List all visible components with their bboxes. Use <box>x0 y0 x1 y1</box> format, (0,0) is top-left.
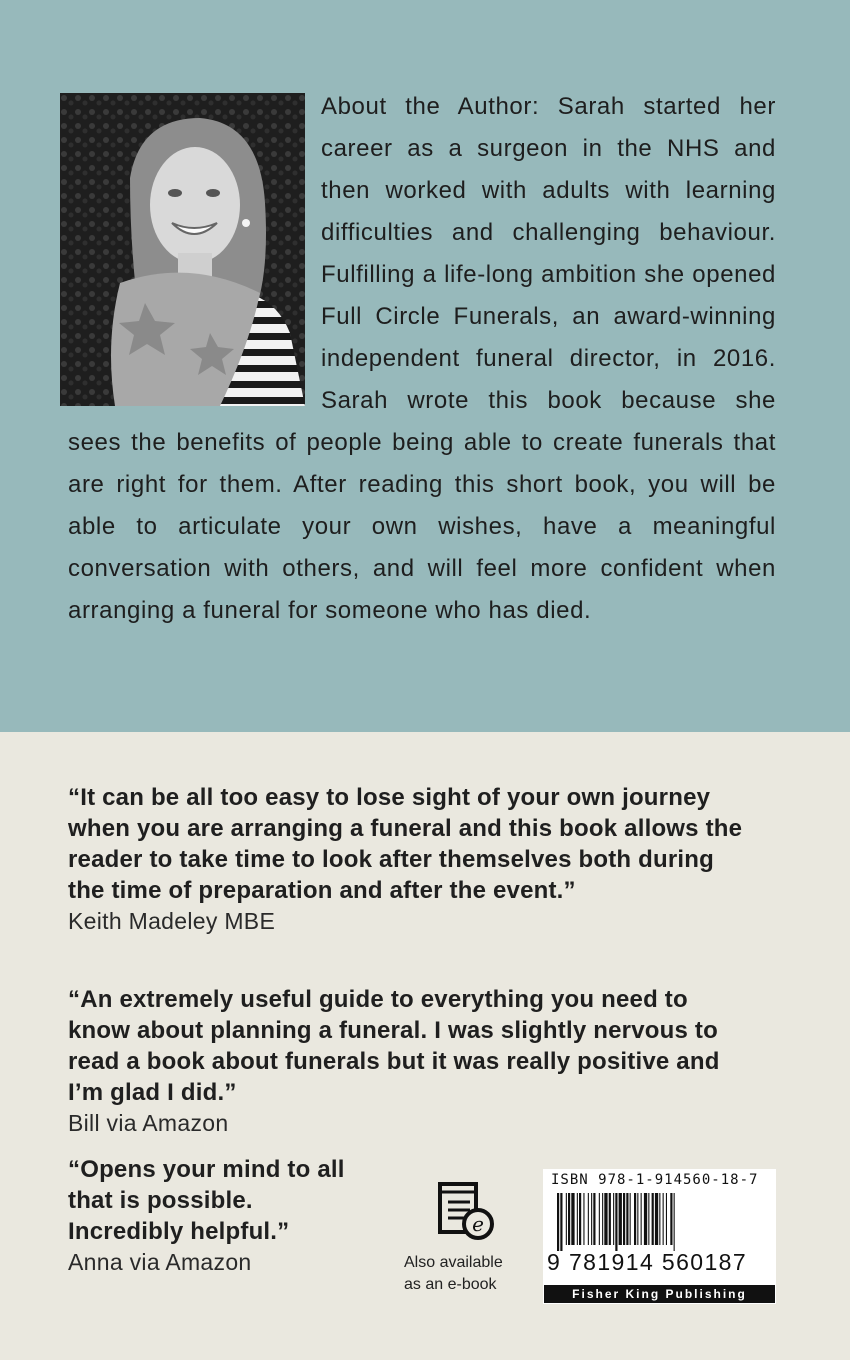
barcode-bar <box>557 1193 559 1251</box>
about-heading: About the Author: <box>321 93 540 120</box>
isbn-number: ISBN 978-1-914560-18-7 <box>551 1172 759 1188</box>
barcode-bar <box>583 1193 584 1245</box>
barcode-bar <box>599 1193 600 1245</box>
reviews-panel <box>0 732 850 1360</box>
barcode-bar <box>670 1193 672 1245</box>
review-text: “It can be all too easy to lose sight of your own journey when you are arranging a funeral and this book allows the reader to take time to look after themselves both during the time of preparation and after the event.” <box>68 784 743 904</box>
barcode-bar <box>615 1193 617 1251</box>
isbn-barcode <box>543 1169 776 1304</box>
review-text: “Opens your mind to all that is possible. Incredibly helpful.” <box>68 1156 345 1245</box>
review-3 <box>68 1154 368 1277</box>
review-attribution: Anna via Amazon <box>68 1249 252 1275</box>
svg-text:e: e <box>472 1212 484 1236</box>
barcode-bar <box>630 1193 631 1245</box>
ebook-caption <box>404 1252 534 1296</box>
barcode-bar <box>579 1193 581 1245</box>
barcode-bar <box>623 1193 625 1245</box>
barcode-bar <box>648 1193 649 1245</box>
review-2 <box>68 984 748 1138</box>
barcode-bar <box>560 1193 562 1251</box>
barcode-bar <box>604 1193 607 1245</box>
publisher-name: Fisher King Publishing <box>544 1285 775 1303</box>
barcode-bar <box>568 1193 570 1245</box>
review-1 <box>68 782 748 936</box>
barcode-bar <box>591 1193 592 1245</box>
barcode-bar <box>593 1193 595 1245</box>
barcode-bar <box>571 1193 574 1245</box>
review-attribution: Bill via Amazon <box>68 1110 229 1136</box>
barcode-bar <box>634 1193 636 1245</box>
barcode-bar <box>577 1193 578 1245</box>
barcode-digits: 9 781914 560187 <box>547 1249 748 1275</box>
barcode-bar <box>613 1193 614 1245</box>
review-attribution: Keith Madeley MBE <box>68 908 276 934</box>
barcode-bar <box>637 1193 638 1245</box>
barcode-bar <box>626 1193 628 1245</box>
barcode-bars <box>557 1193 763 1251</box>
barcode-bar <box>588 1193 589 1245</box>
review-text: “An extremely useful guide to everything you need to know about planning a funeral. I was slightly nervous to read a book about funerals but it was really positive and I’m glad I did.” <box>68 986 720 1106</box>
barcode-bar <box>652 1193 654 1245</box>
barcode-bar <box>644 1193 647 1245</box>
ebook-line-1: Also available <box>404 1254 503 1271</box>
barcode-bar <box>609 1193 611 1245</box>
barcode-bar <box>566 1193 567 1245</box>
about-text: Sarah started her career as a surgeon in the NHS and then worked with adults with learning difficulties and challenging behaviour. Fulfilling a life-long ambition she opened Full Circle Funerals, an award-winning independent funeral director, in 2016. Sarah wrote this book because she sees the benefits of people being able to create funerals that are right for them. After reading this short book, you will be able to articulate your own wishes, have a meaningful conversation with others, and will feel more confident when arranging a funeral for someone who has died. <box>68 93 776 624</box>
photo-spacer <box>68 86 321 420</box>
ebook-line-2: as an e-book <box>404 1276 497 1293</box>
ebook-icon <box>434 1180 498 1244</box>
barcode-bar <box>659 1193 660 1245</box>
barcode-bar <box>619 1193 622 1245</box>
barcode-bar <box>655 1193 658 1245</box>
barcode-bar <box>602 1193 603 1245</box>
barcode-bar <box>666 1193 667 1245</box>
barcode-bar <box>674 1193 675 1251</box>
barcode-bar <box>663 1193 664 1245</box>
author-bio <box>68 86 776 632</box>
barcode-bar <box>641 1193 642 1245</box>
